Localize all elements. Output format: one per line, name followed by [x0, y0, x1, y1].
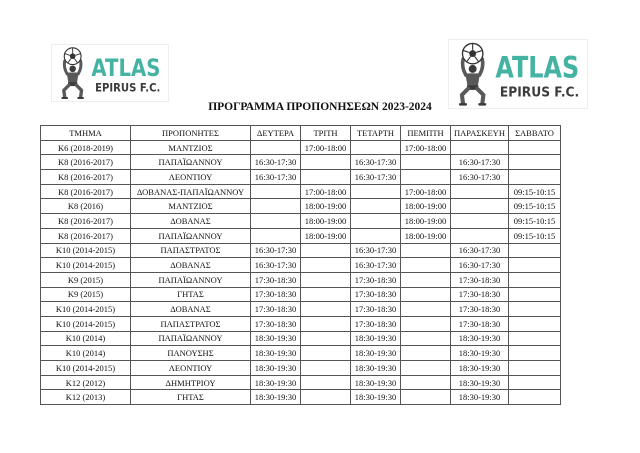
friday-cell — [451, 199, 509, 214]
coach-cell: ΠΑΠΑΪΩΑΝΝΟΥ — [131, 228, 251, 243]
thursday-cell: 17:00-18:00 — [401, 140, 451, 155]
thursday-cell: 18:00-19:00 — [401, 214, 451, 229]
group-cell: Κ8 (2016-2017) — [41, 155, 131, 170]
saturday-cell — [509, 316, 561, 331]
table-row — [41, 184, 561, 199]
wednesday-cell — [351, 199, 401, 214]
wednesday-cell: 17:30-18:30 — [351, 316, 401, 331]
friday-cell: 18:30-19:30 — [451, 361, 509, 376]
tuesday-cell — [301, 390, 351, 405]
soccer-ball-icon — [64, 48, 81, 65]
header-row — [41, 126, 561, 141]
wednesday-cell: 18:30-19:30 — [351, 375, 401, 390]
coach-cell: ΛΕΟΝΤΙΟΥ — [131, 170, 251, 185]
saturday-cell — [509, 272, 561, 287]
thursday-cell — [401, 155, 451, 170]
tuesday-cell — [301, 375, 351, 390]
thursday-cell — [401, 287, 451, 302]
wednesday-cell: 17:30-18:30 — [351, 302, 401, 317]
atlas-logo-graphic — [52, 45, 168, 101]
thursday-cell — [401, 272, 451, 287]
logo-name-text: ATLAS — [91, 52, 161, 82]
friday-cell — [451, 214, 509, 229]
monday-cell: 17:30-18:30 — [251, 302, 301, 317]
saturday-cell — [509, 331, 561, 346]
table-row — [41, 140, 561, 155]
group-cell: Κ10 (2014-2015) — [41, 361, 131, 376]
group-cell: Κ10 (2014-2015) — [41, 258, 131, 273]
monday-cell: 16:30-17:30 — [251, 155, 301, 170]
coach-cell: ΔΟΒΑΝΑΣ — [131, 302, 251, 317]
coach-cell: ΓΗΤΑΣ — [131, 390, 251, 405]
monday-cell: 16:30-17:30 — [251, 243, 301, 258]
atlas-figure-icon — [62, 61, 83, 98]
wednesday-cell: 17:30-18:30 — [351, 272, 401, 287]
coach-cell: ΔΟΒΑΝΑΣ — [131, 258, 251, 273]
coach-cell: ΠΑΠΑΪΩΑΝΝΟΥ — [131, 272, 251, 287]
table-row — [41, 346, 561, 361]
tuesday-cell — [301, 272, 351, 287]
coach-cell: ΔΟΒΑΝΑΣ-ΠΑΠΑΪΩΑΝΝΟΥ — [131, 184, 251, 199]
wednesday-cell: 18:30-19:30 — [351, 390, 401, 405]
monday-cell: 17:30-18:30 — [251, 272, 301, 287]
thursday-cell — [401, 390, 451, 405]
coach-cell: ΠΑΠΑΪΩΑΝΝΟΥ — [131, 155, 251, 170]
thursday-cell — [401, 346, 451, 361]
saturday-cell — [509, 302, 561, 317]
table-row — [41, 243, 561, 258]
monday-cell: 16:30-17:30 — [251, 258, 301, 273]
column-header-coaches: ΠΡΟΠΟΝΗΤΕΣ — [131, 126, 251, 141]
group-cell: Κ8 (2016) — [41, 199, 131, 214]
friday-cell — [451, 228, 509, 243]
monday-cell: 17:30-18:30 — [251, 316, 301, 331]
thursday-cell — [401, 331, 451, 346]
table-row — [41, 199, 561, 214]
table-row — [41, 390, 561, 405]
coach-cell: ΠΑΠΑΪΩΑΝΝΟΥ — [131, 331, 251, 346]
thursday-cell: 17:00-18:00 — [401, 184, 451, 199]
monday-cell — [251, 184, 301, 199]
tuesday-cell: 17:00-18:00 — [301, 140, 351, 155]
tuesday-cell — [301, 361, 351, 376]
tuesday-cell: 18:00-19:00 — [301, 199, 351, 214]
thursday-cell — [401, 375, 451, 390]
club-logo-right — [448, 39, 588, 109]
logo-subtitle-text: EPIRUS F.C. — [95, 81, 161, 95]
thursday-cell — [401, 316, 451, 331]
wednesday-cell: 18:30-19:30 — [351, 346, 401, 361]
monday-cell — [251, 140, 301, 155]
soccer-ball-icon — [462, 43, 482, 63]
friday-cell: 17:30-18:30 — [451, 316, 509, 331]
saturday-cell — [509, 346, 561, 361]
saturday-cell — [509, 361, 561, 376]
training-schedule-table — [40, 125, 561, 405]
table-row — [41, 287, 561, 302]
column-header-wednesday: ΤΕΤΑΡΤΗ — [351, 126, 401, 141]
saturday-cell — [509, 258, 561, 273]
table-header — [41, 126, 561, 141]
group-cell: Κ9 (2015) — [41, 272, 131, 287]
table-row — [41, 316, 561, 331]
column-header-thursday: ΠΕΜΠΤΗ — [401, 126, 451, 141]
group-cell: Κ10 (2014-2015) — [41, 302, 131, 317]
coach-cell: ΛΕΟΝΤΙΟΥ — [131, 361, 251, 376]
tuesday-cell — [301, 287, 351, 302]
monday-cell — [251, 228, 301, 243]
saturday-cell — [509, 243, 561, 258]
coach-cell: ΠΑΠΑΣΤΡΑΤΟΣ — [131, 316, 251, 331]
group-cell: Κ8 (2016-2017) — [41, 184, 131, 199]
tuesday-cell: 18:00-19:00 — [301, 214, 351, 229]
monday-cell: 18:30-19:30 — [251, 331, 301, 346]
coach-cell: ΜΑΝΤΖΙΟΣ — [131, 140, 251, 155]
tuesday-cell — [301, 346, 351, 361]
tuesday-cell: 18:00-19:00 — [301, 228, 351, 243]
monday-cell: 18:30-19:30 — [251, 390, 301, 405]
monday-cell: 18:30-19:30 — [251, 346, 301, 361]
friday-cell: 16:30-17:30 — [451, 258, 509, 273]
club-logo-left — [51, 44, 169, 102]
friday-cell: 18:30-19:30 — [451, 390, 509, 405]
schedule-body — [41, 140, 561, 404]
thursday-cell — [401, 170, 451, 185]
group-cell: Κ10 (2014-2015) — [41, 316, 131, 331]
saturday-cell — [509, 140, 561, 155]
wednesday-cell: 16:30-17:30 — [351, 170, 401, 185]
saturday-cell: 09:15-10:15 — [509, 199, 561, 214]
friday-cell: 17:30-18:30 — [451, 287, 509, 302]
tuesday-cell — [301, 243, 351, 258]
table-row — [41, 170, 561, 185]
friday-cell: 18:30-19:30 — [451, 346, 509, 361]
friday-cell: 16:30-17:30 — [451, 170, 509, 185]
coach-cell: ΔΗΜΗΤΡΙΟΥ — [131, 375, 251, 390]
logo-subtitle-text: EPIRUS F.C. — [499, 84, 580, 101]
column-header-tuesday: ΤΡΙΤΗ — [301, 126, 351, 141]
monday-cell: 18:30-19:30 — [251, 375, 301, 390]
friday-cell: 18:30-19:30 — [451, 375, 509, 390]
friday-cell: 18:30-19:30 — [451, 331, 509, 346]
wednesday-cell: 17:30-18:30 — [351, 287, 401, 302]
table-row — [41, 375, 561, 390]
logo-name-text: ATLAS — [495, 50, 580, 85]
thursday-cell — [401, 361, 451, 376]
group-cell: Κ9 (2015) — [41, 287, 131, 302]
group-cell: Κ6 (2018-2019) — [41, 140, 131, 155]
table-row — [41, 302, 561, 317]
wednesday-cell: 16:30-17:30 — [351, 155, 401, 170]
table-row — [41, 272, 561, 287]
table-row — [41, 331, 561, 346]
wednesday-cell — [351, 228, 401, 243]
saturday-cell: 09:15-10:15 — [509, 184, 561, 199]
coach-cell: ΠΑΠΑΣΤΡΑΤΟΣ — [131, 243, 251, 258]
monday-cell: 17:30-18:30 — [251, 287, 301, 302]
wednesday-cell — [351, 140, 401, 155]
table-row — [41, 214, 561, 229]
tuesday-cell — [301, 170, 351, 185]
coach-cell: ΓΗΤΑΣ — [131, 287, 251, 302]
coach-cell: ΠΑΝΟΥΣΗΣ — [131, 346, 251, 361]
group-cell: Κ12 (2012) — [41, 375, 131, 390]
column-header-group: ΤΜΗΜΑ — [41, 126, 131, 141]
table-row — [41, 155, 561, 170]
friday-cell — [451, 140, 509, 155]
column-header-monday: ΔΕΥΤΕΡΑ — [251, 126, 301, 141]
atlas-figure-icon — [460, 59, 485, 104]
monday-cell — [251, 214, 301, 229]
tuesday-cell — [301, 155, 351, 170]
saturday-cell: 09:15-10:15 — [509, 214, 561, 229]
thursday-cell — [401, 243, 451, 258]
thursday-cell: 18:00-19:00 — [401, 199, 451, 214]
saturday-cell — [509, 170, 561, 185]
wednesday-cell: 16:30-17:30 — [351, 243, 401, 258]
wednesday-cell — [351, 214, 401, 229]
monday-cell — [251, 199, 301, 214]
column-header-saturday: ΣΑΒΒΑΤΟ — [509, 126, 561, 141]
tuesday-cell — [301, 331, 351, 346]
group-cell: Κ8 (2016-2017) — [41, 214, 131, 229]
atlas-logo-graphic — [449, 40, 587, 108]
saturday-cell — [509, 375, 561, 390]
tuesday-cell: 17:00-18:00 — [301, 184, 351, 199]
coach-cell: ΜΑΝΤΖΙΟΣ — [131, 199, 251, 214]
wednesday-cell — [351, 184, 401, 199]
wednesday-cell: 18:30-19:30 — [351, 331, 401, 346]
wednesday-cell: 18:30-19:30 — [351, 361, 401, 376]
friday-cell: 16:30-17:30 — [451, 155, 509, 170]
group-cell: Κ10 (2014) — [41, 346, 131, 361]
friday-cell: 17:30-18:30 — [451, 302, 509, 317]
wednesday-cell: 16:30-17:30 — [351, 258, 401, 273]
tuesday-cell — [301, 302, 351, 317]
page-title: ΠΡΟΓΡΑΜΜΑ ΠΡΟΠΟΝΗΣΕΩΝ 2023-2024 — [208, 101, 432, 113]
tuesday-cell — [301, 258, 351, 273]
saturday-cell — [509, 287, 561, 302]
monday-cell: 16:30-17:30 — [251, 170, 301, 185]
group-cell: Κ8 (2016-2017) — [41, 228, 131, 243]
friday-cell: 16:30-17:30 — [451, 243, 509, 258]
friday-cell: 17:30-18:30 — [451, 272, 509, 287]
group-cell: Κ12 (2013) — [41, 390, 131, 405]
thursday-cell — [401, 302, 451, 317]
tuesday-cell — [301, 316, 351, 331]
thursday-cell — [401, 258, 451, 273]
saturday-cell — [509, 390, 561, 405]
table-row — [41, 361, 561, 376]
saturday-cell: 09:15-10:15 — [509, 228, 561, 243]
group-cell: Κ10 (2014-2015) — [41, 243, 131, 258]
group-cell: Κ8 (2016-2017) — [41, 170, 131, 185]
thursday-cell: 18:00-19:00 — [401, 228, 451, 243]
group-cell: Κ10 (2014) — [41, 331, 131, 346]
column-header-friday: ΠΑΡΑΣΚΕΥΗ — [451, 126, 509, 141]
friday-cell — [451, 184, 509, 199]
monday-cell: 18:30-19:30 — [251, 361, 301, 376]
saturday-cell — [509, 155, 561, 170]
table-row — [41, 228, 561, 243]
coach-cell: ΔΟΒΑΝΑΣ — [131, 214, 251, 229]
table-row — [41, 258, 561, 273]
